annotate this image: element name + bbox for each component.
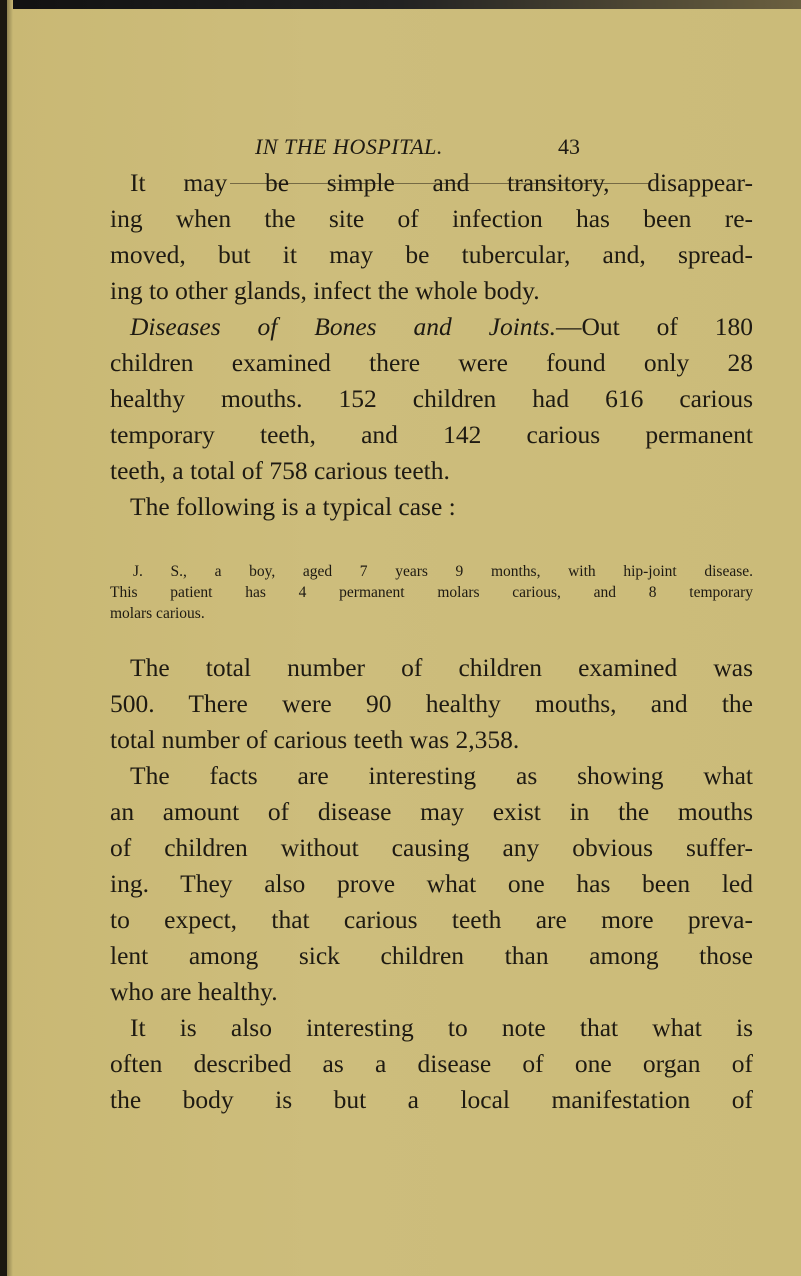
text-line: ing when the site of infection has been re- bbox=[110, 204, 753, 233]
page-number: 43 bbox=[558, 134, 580, 159]
text-line: lent among sick children than among those bbox=[110, 941, 753, 970]
gutter-shadow bbox=[7, 0, 13, 1276]
text-line bbox=[130, 311, 753, 343]
text-line: the body is but a local manifestation of bbox=[110, 1085, 753, 1114]
text-line: ing to other glands, infect the whole body. bbox=[110, 276, 540, 305]
text-line: moved, but it may be tubercular, and, spread- bbox=[110, 240, 753, 269]
text-line: total number of carious teeth was 2,358. bbox=[110, 725, 520, 754]
text-line: of children without causing any obvious suffer- bbox=[110, 833, 753, 862]
text-line: temporary teeth, and 142 carious permanent bbox=[110, 420, 753, 449]
scan-top-edge bbox=[0, 0, 801, 9]
text-line: It may be simple and transitory, disappear- bbox=[130, 168, 753, 197]
text-line: children examined there were found only 28 bbox=[110, 348, 753, 377]
text-run: —Out of 180 bbox=[555, 312, 753, 341]
text-line: 500. There were 90 healthy mouths, and the bbox=[110, 689, 753, 718]
text-line: teeth, a total of 758 carious teeth. bbox=[110, 456, 450, 485]
text-line: who are healthy. bbox=[110, 977, 278, 1006]
text-line: The following is a typical case : bbox=[130, 492, 456, 521]
text-line: to expect, that carious teeth are more preva- bbox=[110, 905, 753, 934]
case-line: This patient has 4 permanent molars carious, and 8 temporary bbox=[110, 584, 753, 601]
case-line: molars carious. bbox=[110, 605, 205, 622]
text-line: It is also interesting to note that what is bbox=[130, 1013, 753, 1042]
text-line: an amount of disease may exist in the mouths bbox=[110, 797, 753, 826]
text-line: healthy mouths. 152 children had 616 carious bbox=[110, 384, 753, 413]
text-line: The total number of children examined was bbox=[130, 653, 753, 682]
section-heading: Diseases of Bones and Joints. bbox=[130, 312, 556, 341]
book-spine-edge bbox=[0, 0, 7, 1276]
text-line: The facts are interesting as showing what bbox=[130, 761, 753, 790]
case-line: J. S., a boy, aged 7 years 9 months, with hip-joint disease. bbox=[133, 563, 753, 580]
text-line: ing. They also prove what one has been led bbox=[110, 869, 753, 898]
text-line: often described as a disease of one organ of bbox=[110, 1049, 753, 1078]
running-title: IN THE HOSPITAL. bbox=[255, 134, 443, 159]
